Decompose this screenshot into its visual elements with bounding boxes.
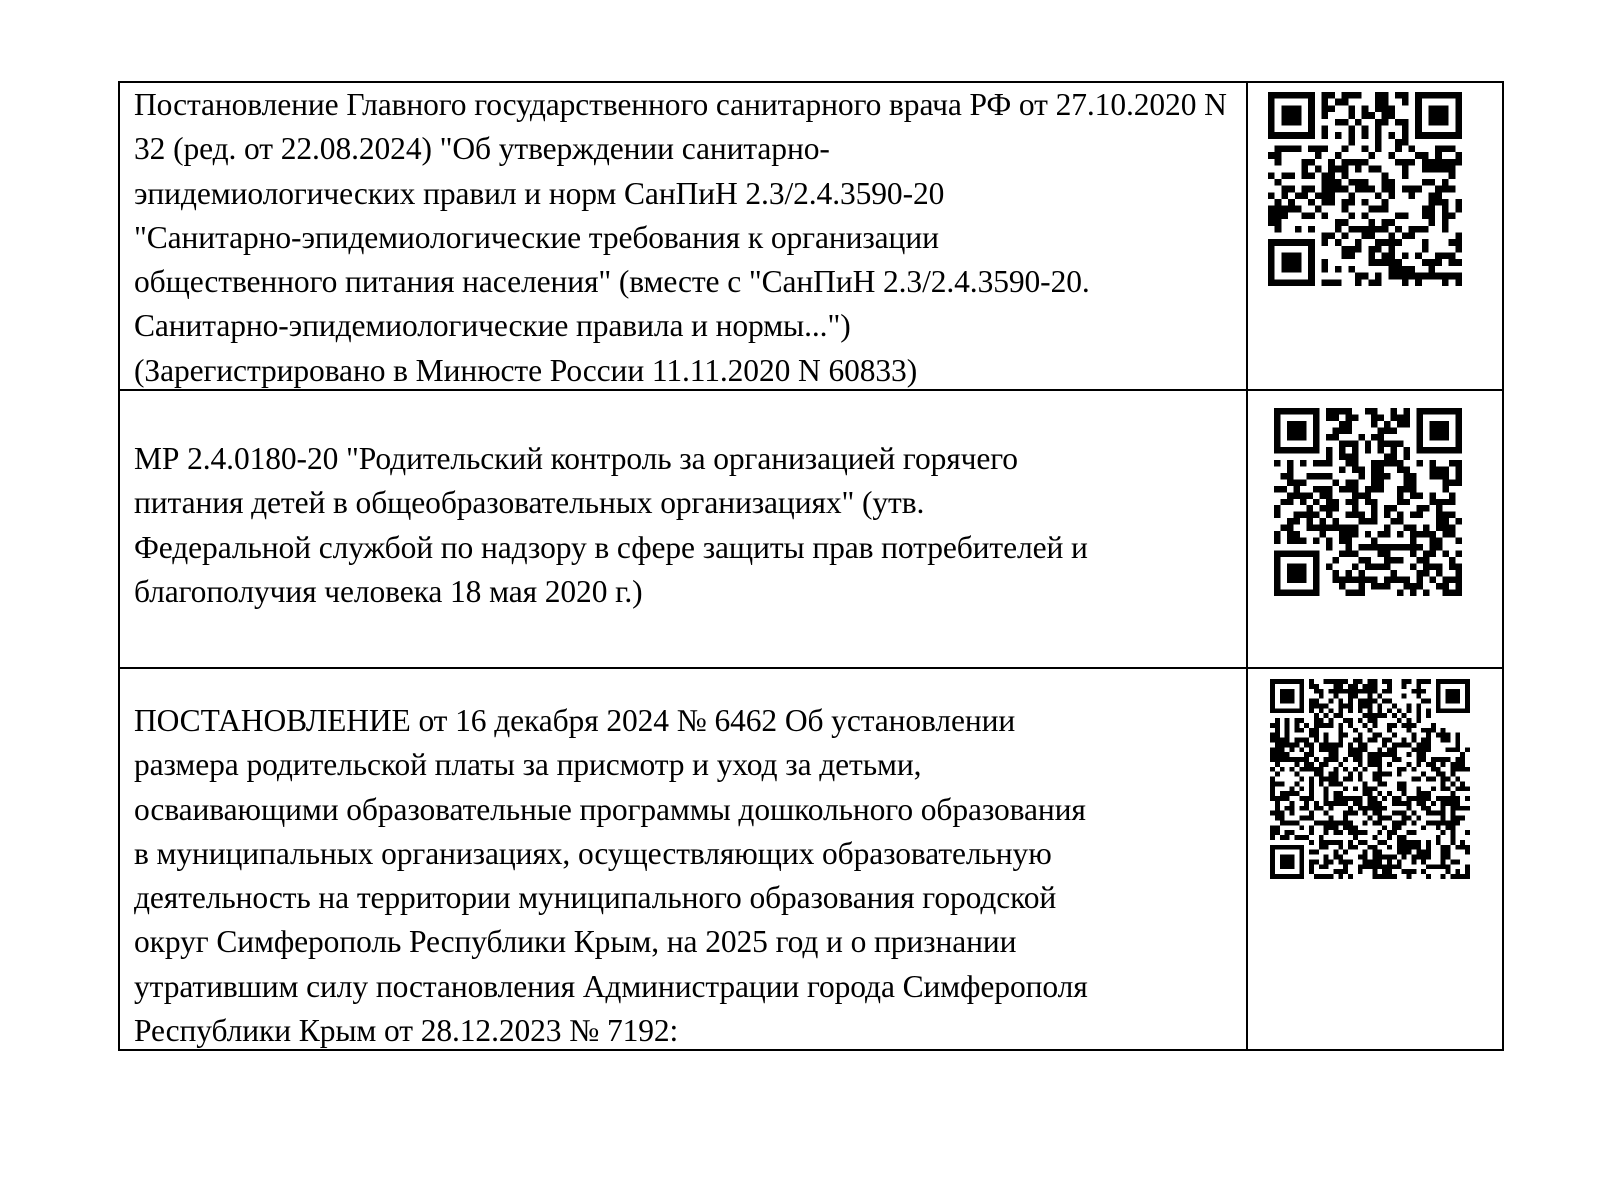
qr-code-icon — [1270, 679, 1470, 879]
documents-table — [118, 81, 1504, 1051]
qr-code-icon — [1274, 408, 1462, 596]
table-row — [119, 390, 1503, 668]
qr-code-icon — [1268, 92, 1462, 286]
qr-cell — [1247, 668, 1503, 1050]
document-text-cell — [119, 390, 1247, 668]
table-row — [119, 82, 1503, 390]
document-title: ПОСТАНОВЛЕНИЕ от 16 декабря 2024 № 6462 Об установлении размера родительской платы за присмотр и уход за детьми, осваивающими образовательные программы дошкольного образования в муниципальных организациях, осуществляющих образовательную деятельность на территории муниципального образования городской округ Симферополь Республики Крым, на 2025 год и о признании утратившим силу постановления Администрации города Симферополя Республики Крым от 28.12.2023 № 7192: — [134, 703, 1088, 1049]
document-text-cell — [119, 82, 1247, 390]
qr-cell — [1247, 390, 1503, 668]
document-text-cell — [119, 668, 1247, 1050]
document-title: МР 2.4.0180-20 "Родительский контроль за организацией горячего питания детей в общеобразовательных организациях" (утв. Федеральной службой по надзору в сфере защиты прав потребителей и благополучия человека 18 мая 2020 г.) — [134, 441, 1088, 609]
qr-cell — [1247, 82, 1503, 390]
document-title: Постановление Главного государственного санитарного врача РФ от 27.10.2020 N 32 (ред. от 22.08.2024) "Об утверждении санитарно- эпидемиологических правил и норм СанПиН 2.3/2.4.3590-20 "Санитарно-эпидемиологические требования к организации общественного питания населения" (вместе с "СанПиН 2.3/2.4.3590-20. Санитарно-эпидемиологические правила и нормы...") (Зарегистрировано в Минюсте России 11.11.2020 N 60833) — [134, 87, 1227, 388]
table-row — [119, 668, 1503, 1050]
